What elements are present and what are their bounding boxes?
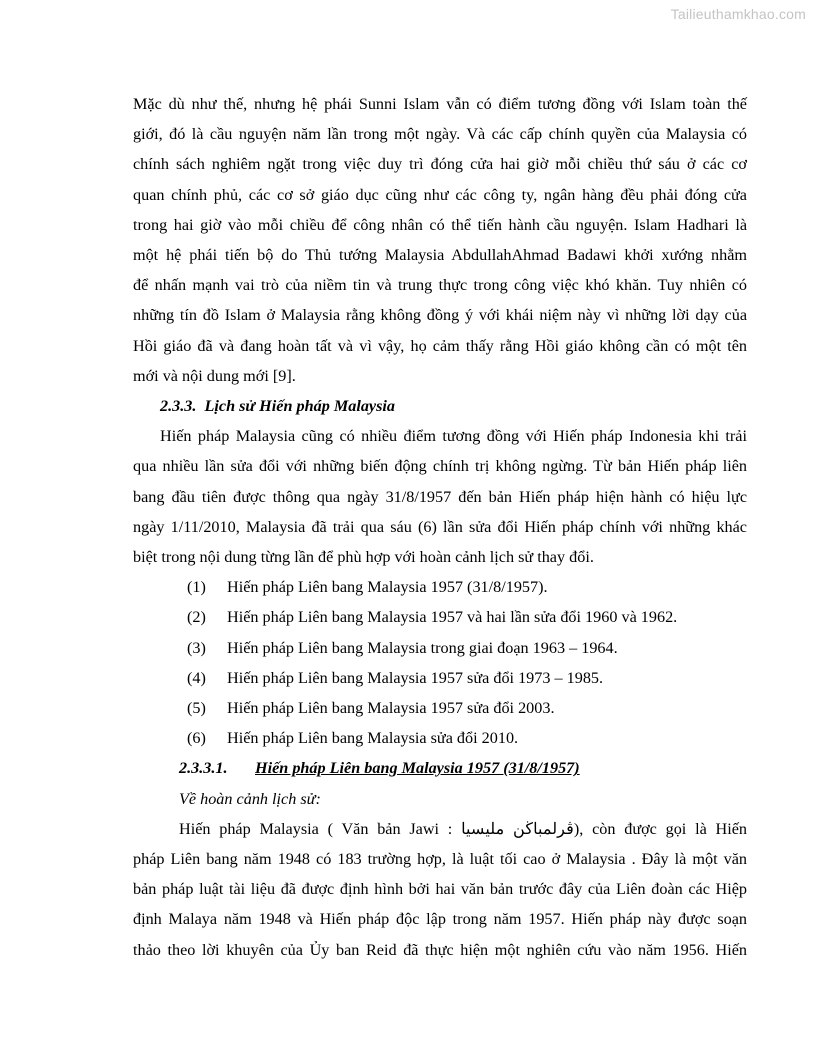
section-number: 2.3.3.: [160, 397, 197, 416]
list-text: Hiến pháp Liên bang Malaysia 1957 (31/8/1957).: [227, 578, 548, 597]
list-number: (2): [187, 608, 206, 627]
text-line: ngày 1/11/2010, Malaysia đã trải qua sáu (6) lần sửa đổi Hiến pháp chính với những khác: [133, 517, 747, 536]
text-line: Hiến pháp Malaysia ( Văn bản Jawi : ڤرلمباڬن مليسيا), còn được gọi là Hiến: [179, 819, 747, 838]
list-item: [133, 723, 747, 753]
paragraph-constitution-1957: [133, 814, 747, 965]
list-text: Hiến pháp Liên bang Malaysia 1957 sửa đổi 2003.: [227, 699, 555, 718]
text-line: định Malaya năm 1948 và Hiến pháp độc lập trong năm 1957. Hiến pháp này được soạn: [133, 910, 747, 929]
list-number: (5): [187, 699, 206, 718]
text-line: qua nhiều lần sửa đổi với những biến động chính trị không ngừng. Từ bản Hiến pháp liên: [133, 457, 747, 476]
text-line: thảo theo lời khuyên của Ủy ban Reid đã thực hiện một nghiên cứu vào năm 1956. Hiến: [133, 940, 747, 959]
text-line: để nhấn mạnh vai trò của niềm tin và trung thực trong công việc khó khăn. Tuy nhiên có: [133, 276, 747, 295]
text-line: chính sách nghiêm ngặt trong việc duy trì đóng cửa hai giờ mỗi chiều thứ sáu ở các cơ: [133, 155, 747, 174]
text-line: quan chính phủ, các cơ sở giáo dục cũng như các công ty, ngân hàng đều phải đóng cửa: [133, 185, 747, 204]
list-text: Hiến pháp Liên bang Malaysia sửa đổi 2010.: [227, 729, 519, 748]
section-title: Hiến pháp Liên bang Malaysia 1957 (31/8/1957): [255, 759, 580, 778]
section-number: 2.3.3.1.: [179, 759, 228, 778]
list-text: Hiến pháp Liên bang Malaysia 1957 sửa đổi 1973 – 1985.: [227, 668, 604, 687]
list-text: Hiến pháp Liên bang Malaysia trong giai đoạn 1963 – 1964.: [227, 638, 618, 657]
text-line: biệt trong nội dung từng lần để phù hợp với hoàn cảnh lịch sử thay đổi.: [133, 548, 594, 567]
text-line: Mặc dù như thế, nhưng hệ phái Sunni Islam vẫn có điểm tương đồng với Islam toàn thế: [133, 95, 747, 113]
list-text: Hiến pháp Liên bang Malaysia 1957 và hai lần sửa đổi 1960 và 1962.: [227, 608, 678, 627]
list-item: [133, 693, 747, 723]
document-page: [133, 89, 747, 965]
section-title: Lịch sử Hiến pháp Malaysia: [204, 397, 395, 416]
list-number: (3): [187, 638, 206, 657]
text-line: bang đầu tiên được thông qua ngày 31/8/1957 đến bản Hiến pháp hiện hành có hiệu lực: [133, 487, 747, 506]
text-line: Hồi giáo đã và đang hoàn tất và vì vậy, họ cảm thấy rằng Hồi giáo không cần có một tên: [133, 336, 747, 355]
text-line: pháp Liên bang năm 1948 có 183 trường hợp, là luật tối cao ở Malaysia . Đây là một văn: [133, 850, 747, 869]
text-line: những tín đồ Islam ở Malaysia rằng không đồng ý với khái niệm này vì những lời dạy của: [133, 306, 747, 325]
list-item: [133, 572, 747, 602]
watermark: Tailieuthamkhao.com: [670, 6, 806, 22]
text-line: một hệ phái tiến bộ do Thủ tướng Malaysia AbdullahAhmad Badawi khởi xướng nhằm: [133, 246, 747, 265]
text-line: trong hai giờ vào mỗi chiều để công nhân có thể tiến hành cầu nguyện. Islam Hadhari là: [133, 215, 747, 234]
constitution-list: [133, 572, 747, 753]
section-heading-2-3-3: [133, 391, 747, 421]
list-number: (4): [187, 668, 206, 687]
list-number: (6): [187, 729, 206, 748]
list-number: (1): [187, 578, 206, 597]
list-item: [133, 663, 747, 693]
text-line: mới và nội dung mới [9].: [133, 366, 296, 385]
text-line: Hiến pháp Malaysia cũng có nhiều điểm tương đồng với Hiến pháp Indonesia khi trải: [160, 427, 747, 446]
paragraph-constitution-history: [133, 421, 747, 572]
subheading-historical-context: Về hoàn cảnh lịch sử:: [179, 789, 321, 808]
list-item: [133, 633, 747, 663]
section-heading-2-3-3-1: [133, 753, 747, 783]
text-line: bản pháp luật tài liệu đã được định hình bởi hai văn bản trước đây của Liên đoàn các Hiệp: [133, 880, 747, 899]
text-line: giới, đó là cầu nguyện năm lần trong một ngày. Và các cấp chính quyền của Malaysia có: [133, 125, 747, 144]
paragraph-sunni-islam: [133, 89, 747, 391]
list-item: [133, 602, 747, 632]
